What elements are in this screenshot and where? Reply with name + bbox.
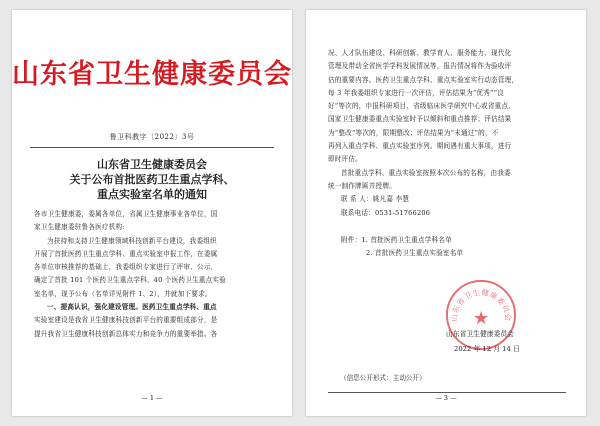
- body-line: 实验室建设是我省卫生健康科技创新平台的重要组成部分，是: [34, 316, 218, 325]
- body-line: 提升我省卫生健康科技创新总体实力和竞争力的重要举措。各: [34, 329, 218, 338]
- body-line: 国家卫生健康委重点实验室时予以倾斜和重点推荐；评估结果: [328, 115, 512, 124]
- issuer-name: 山东省卫生健康委员会: [446, 330, 514, 338]
- body-line: 一、提高认识，强化建设管理。医药卫生重点学科、重点: [47, 303, 217, 312]
- body-line: 为扶持和支持卫生健康领域科技创新平台建设，我委组织: [47, 236, 217, 245]
- body-text: [328, 47, 566, 260]
- contact-person: 联 系 人：姚凡嘉 李慧: [341, 195, 410, 204]
- body-line: 管理及带动全省医学学科发展情况等，报告情况将作为验收评: [328, 62, 512, 71]
- title-line: 关于公布首批医药卫生重点学科、: [69, 173, 235, 186]
- body-line: 统一制作牌匾并授牌。: [328, 181, 396, 190]
- body-line: 即时评估。: [328, 155, 362, 164]
- body-line: 首批重点学科、重点实验室按照本次公布的名称，由我委: [341, 168, 511, 177]
- body-line: 各单位审核推荐的基础上，我委组织专家进行了评审、公示，: [34, 263, 218, 272]
- page-number: — 3 —: [435, 394, 457, 402]
- body-line: 各市卫生健康委，委属各单位，省属卫生健康事业各单位，国: [34, 210, 218, 218]
- attachment-line: [328, 234, 566, 247]
- body-line: 确定了首批 101 个医药卫生重点学科、40 个医药卫生重点实验: [34, 276, 226, 285]
- disclosure-note: （信息公开形式：主动公开）: [340, 374, 426, 382]
- body-text: [34, 208, 272, 341]
- attachment-item: 1. 首批医药卫生重点学科名单: [361, 235, 452, 244]
- attachment-item: 2. 首批医药卫生重点实验室名单: [366, 249, 464, 258]
- svg-text:★: ★: [473, 308, 489, 329]
- contact-phone: 联系电话：0531-51766206: [341, 208, 431, 217]
- bottom-divider: [328, 392, 566, 393]
- body-line: 每 3 年我委组织专家进行一次评估，评估结果为“优秀”“良: [328, 88, 504, 97]
- title-line: 山东省卫生健康委员会: [97, 158, 207, 171]
- svg-text:山东省卫生健康委员会: 山东省卫生健康委员会: [449, 287, 513, 323]
- document-number: 鲁卫科教字〔2022〕3号: [109, 133, 195, 141]
- issue-date: 2022 年 12 月 14 日: [454, 345, 520, 353]
- body-line: 况、人才队伍建设、科研创新、教学育人、服务能力、现代化: [328, 49, 512, 57]
- attachment-line: [328, 247, 566, 260]
- page-number: — 1 —: [141, 394, 163, 402]
- body-line: 好”等次的，申报科研项目、省级临床医学研究中心或省重点、: [328, 102, 516, 111]
- body-line: 再列入重点学科、重点实验室序列。期间遇有重大事项，进行: [328, 142, 512, 151]
- body-line: 家卫生健康委驻鲁各医疗机构:: [34, 223, 125, 232]
- body-line: 开展了首批医药卫生重点学科、重点实验室申报工作，在委属: [34, 249, 218, 258]
- attachment-label: 附件：: [341, 235, 362, 244]
- document-page-3: [306, 10, 586, 416]
- official-seal: [444, 278, 518, 352]
- title-line: 重点实验室名单的通知: [97, 188, 207, 201]
- document-page-1: [12, 10, 292, 416]
- letterhead-divider: [30, 147, 274, 148]
- body-line: 为“整改”等次的，限期整改；评估结果为“未通过”的，不: [328, 128, 499, 137]
- document-title: [12, 157, 292, 202]
- red-letterhead: 山东省卫生健康委员会: [12, 59, 292, 90]
- body-line: 室名单，现予公布（名单详见附件 1、2），并就加下要求。: [34, 289, 212, 298]
- body-line: 估的重要内容。医药卫生重点学科、重点实验室实行动态管理，: [328, 75, 519, 84]
